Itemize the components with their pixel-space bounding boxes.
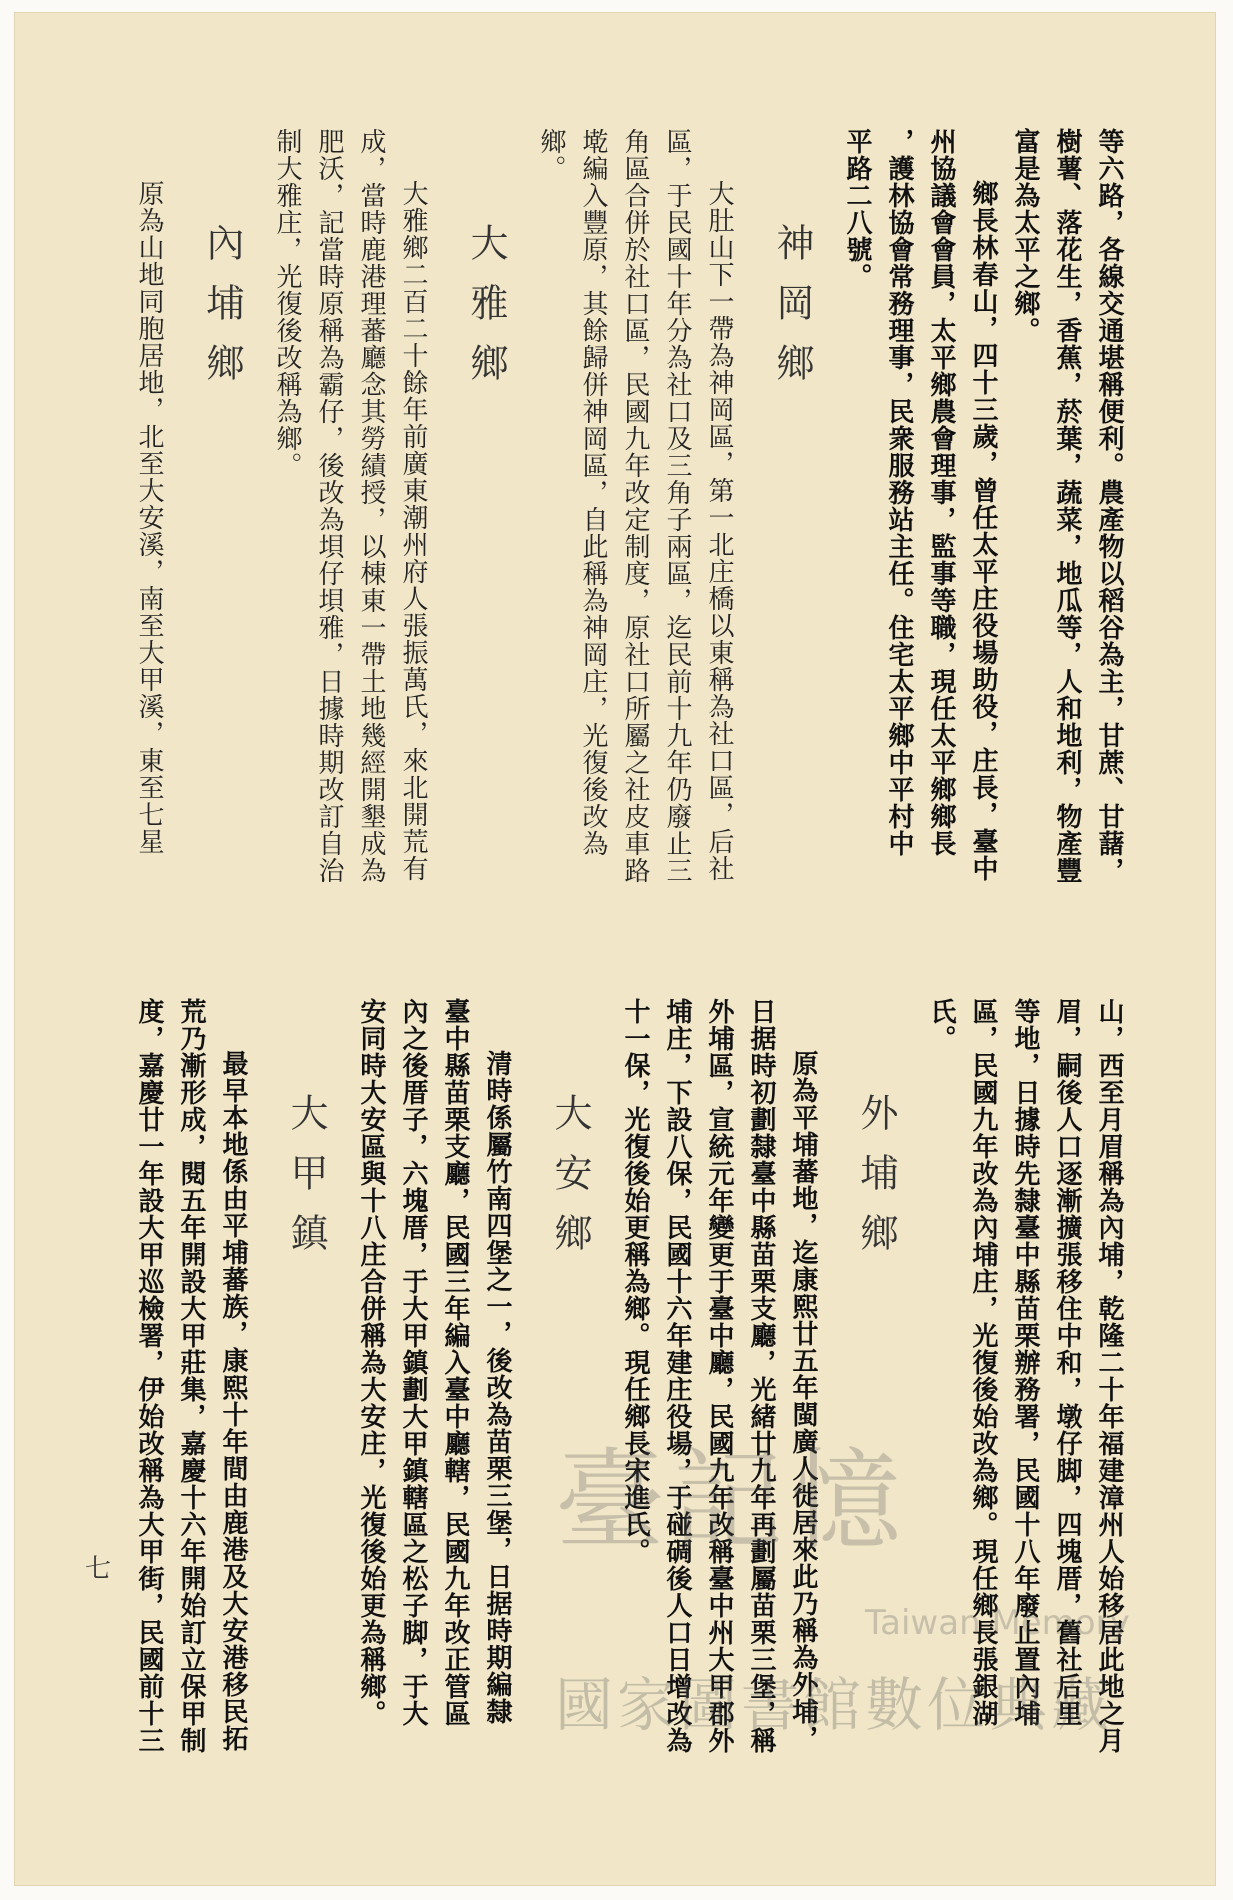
text-column: ，護林協會常務理事，民衆服務站主任。住宅太平鄉中平村中: [884, 128, 914, 857]
bottom-half: [115, 998, 1130, 1798]
text-column: 角區合併於社口區，民國九年改定制度，原社口所屬之社皮車路: [620, 128, 650, 884]
page-number: 七: [85, 1554, 112, 1584]
text-column: 度，嘉慶廿一年設大甲巡檢署，伊始改稱為大甲街，民國前十三: [134, 998, 164, 1754]
text-column: 日据時初劃隸臺中縣苗栗支廳，光緒廿九年再劃屬苗栗三堡，稱: [746, 998, 776, 1754]
text-column: 大肚山下一帶為神岡區，第一北庄橋以東稱為社口區，后社: [704, 180, 734, 882]
text-column: 臺中縣苗栗支廳，民國三年編入臺中廳轄，民國九年改正管區: [440, 998, 470, 1727]
text-column: 等六路，各線交通堪稱便利。農產物以稻谷為主，甘蔗、甘藷，: [1094, 128, 1124, 884]
section-heading-daan: 大安鄉: [548, 1093, 592, 1273]
section-heading-daya: 大雅鄉: [464, 223, 508, 403]
text-column: 原為平埔蕃地，迄康熙廿五年閩廣人徙居來此乃稱為外埔，: [788, 1050, 818, 1752]
top-half: [115, 128, 1130, 958]
text-column: 區，于民國十年分為社口及三角子兩區，迄民前十九年仍廢止三: [662, 128, 692, 884]
text-column: 鄉。: [536, 128, 566, 182]
watermark-logo: 臺記憶: [555, 1437, 909, 1565]
section-heading-shengang: 神岡鄉: [770, 223, 814, 403]
section-heading-neipu: 內埔鄉: [200, 223, 244, 403]
text-column: 十一保，光復後始更稱為鄉。現任鄉長宋進氏。: [620, 998, 650, 1565]
text-column: 氏。: [926, 998, 956, 1052]
text-column: 安同時大安區與十八庄合併稱為大安庄，光復後始更為稱鄉。: [356, 998, 386, 1727]
text-column: 區，民國九年改為內埔庄，光復後始改為鄉。現任鄉長張銀湖: [968, 998, 998, 1727]
text-column: 外埔區，宣統元年變更于臺中廳，民國九年改稱臺中州大甲郡外: [704, 998, 734, 1754]
text-column: 大雅鄉二百二十餘年前廣東潮州府人張振萬氏，來北開荒有: [398, 180, 428, 882]
text-column: 樹薯、落花生，香蕉，菸葉，蔬菜，地瓜等，人和地利，物產豐: [1052, 128, 1082, 884]
text-column: 原為山地同胞居地，北至大安溪，南至大甲溪，東至七星: [134, 180, 164, 855]
text-column: 眉，嗣後人口逐漸擴張移住中和，墩仔脚，四塊厝，舊社后里: [1052, 998, 1082, 1727]
text-column: 平路二八號。: [842, 128, 872, 290]
text-column: 成，當時鹿港理蕃廳念其勞績授，以棟東一帶土地幾經開墾成為: [356, 128, 386, 884]
text-column: 富是為太平之鄉。: [1010, 128, 1040, 344]
document-page: [14, 12, 1216, 1886]
text-column: 制大雅庄，光復後改稱為鄉。: [272, 128, 302, 479]
text-column: 荒乃漸形成，閱五年開設大甲莊集，嘉慶十六年開始訂立保甲制: [176, 998, 206, 1754]
text-column: 山，西至月眉稱為內埔，乾隆二十年福建漳州人始移居此地之月: [1094, 998, 1124, 1754]
section-heading-waipu: 外埔鄉: [854, 1093, 898, 1273]
text-column: 墘編入豐原，其餘歸併神岡區，自此稱為神岡庄，光復後改為: [578, 128, 608, 857]
text-column: 州協議會會員，太平鄉農會理事，監事等職，現任太平鄉鄉長: [926, 128, 956, 857]
text-column: 清時係屬竹南四堡之一，後改為苗栗三堡，日据時期編隸: [482, 1050, 512, 1725]
watermark-institution: 國家圖書館數位典藏: [555, 1671, 1114, 1739]
text-column: 等地，日據時先隸臺中縣苗栗辦務署，民國十八年廢止置內埔: [1010, 998, 1040, 1727]
text-column: 肥沃，記當時原稱為霸仔，後改為垻仔垻雅，日據時期改訂自治: [314, 128, 344, 884]
text-column: 內之後厝子，六塊厝，于大甲鎮劃大甲鎮轄區之松子脚，于大: [398, 998, 428, 1727]
watermark-english: Taiwan Memory: [865, 1603, 1130, 1643]
section-heading-dajia: 大甲鎮: [284, 1093, 328, 1273]
text-column: 最早本地係由平埔蕃族，康熙十年間由鹿港及大安港移民拓: [218, 1050, 248, 1752]
text-column: 鄉長林春山，四十三歲，曾任太平庄役場助役，庄長，臺中: [968, 180, 998, 882]
text-column: 埔庄，下設八保，民國十六年建庄役場，于碰碉後人口日增改為: [662, 998, 692, 1754]
